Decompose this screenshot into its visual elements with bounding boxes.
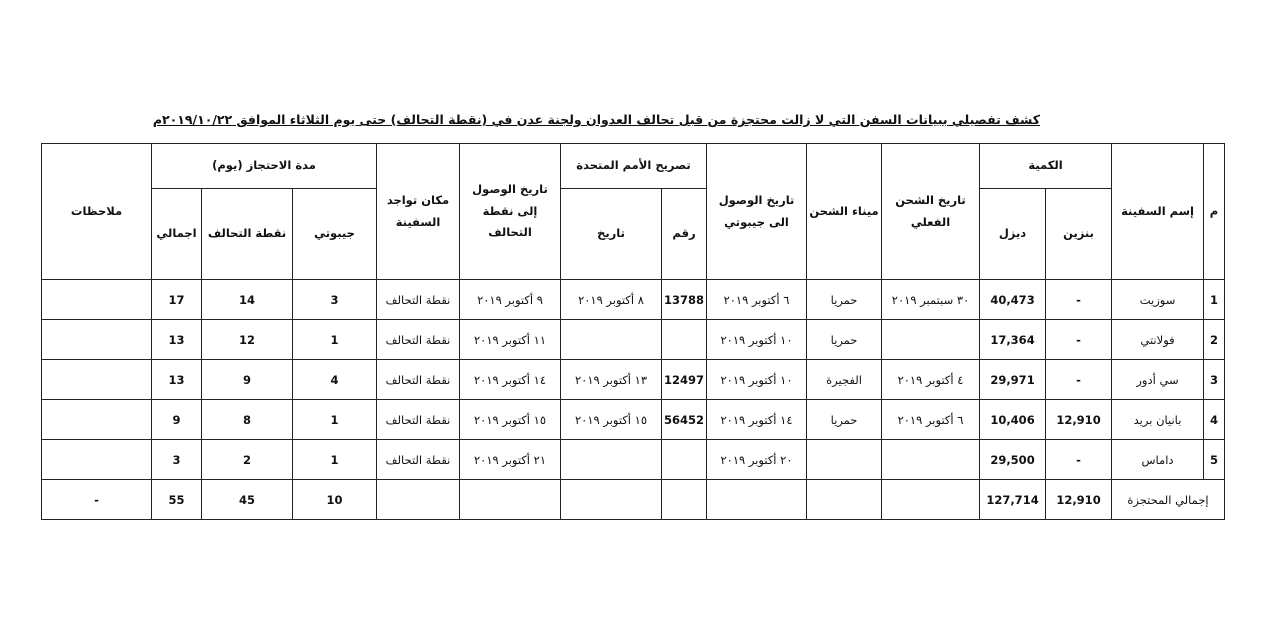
header-ship-location: مكان تواجد السفينة (377, 144, 460, 280)
header-ship-name: إسم السفينة (1112, 144, 1204, 280)
cell-location: نقطة التحالف (377, 280, 460, 320)
cell-arrival-coalition: ٢١ أكتوبر ٢٠١٩ (460, 440, 561, 480)
cell-un-number: 56452 (662, 400, 707, 440)
cell-arrival-djibouti: ١٠ أكتوبر ٢٠١٩ (707, 360, 807, 400)
header-notes: ملاحظات (42, 144, 152, 280)
header-days-coalition: نقطة التحالف (202, 189, 293, 280)
cell-days-coalition: 14 (202, 280, 293, 320)
cell-ship: سوزيت (1112, 280, 1204, 320)
document-title: كشف تفصيلي ببيانات السفن التي لا زالت محتجزة من قبل تحالف العدوان ولجنة عدن في (نقطة التحالف) حتى يوم الثلاثاء الموافق ٢٠١٩/١٠/٢٢م (152, 112, 1040, 127)
cell-no: 3 (1204, 360, 1225, 400)
cell-loading-date (882, 320, 980, 360)
table-row (42, 320, 1225, 360)
cell-days-total: 17 (152, 280, 202, 320)
cell-notes (42, 320, 152, 360)
header-quantity: الكمية (980, 144, 1112, 189)
cell-diesel: 29,500 (980, 440, 1046, 480)
cell-diesel: 29,971 (980, 360, 1046, 400)
total-empty-cell (882, 480, 980, 520)
cell-days-djibouti: 1 (293, 440, 377, 480)
cell-un-date: ١٣ أكتوبر ٢٠١٩ (561, 360, 662, 400)
header-days-djibouti: جيبوتي (293, 189, 377, 280)
cell-loading-date: ٦ أكتوبر ٢٠١٩ (882, 400, 980, 440)
cell-days-coalition: 12 (202, 320, 293, 360)
cell-arrival-djibouti: ١٤ أكتوبر ٢٠١٩ (707, 400, 807, 440)
cell-petrol: - (1046, 360, 1112, 400)
cell-days-total: 9 (152, 400, 202, 440)
cell-arrival-coalition: ١٤ أكتوبر ٢٠١٩ (460, 360, 561, 400)
cell-port: حمريا (807, 280, 882, 320)
cell-loading-date (882, 440, 980, 480)
cell-un-number: 12497 (662, 360, 707, 400)
cell-no: 2 (1204, 320, 1225, 360)
cell-diesel: 17,364 (980, 320, 1046, 360)
cell-un-date (561, 320, 662, 360)
total-label: إجمالي المحتجزة (1112, 480, 1225, 520)
cell-days-total: 13 (152, 320, 202, 360)
cell-ship: بانيان بريد (1112, 400, 1204, 440)
cell-arrival-djibouti: ٢٠ أكتوبر ٢٠١٩ (707, 440, 807, 480)
cell-notes (42, 360, 152, 400)
cell-port: حمريا (807, 400, 882, 440)
total-notes: - (42, 480, 152, 520)
total-empty-cell (807, 480, 882, 520)
header-actual-loading-date: تاريخ الشحن الفعلي (882, 144, 980, 280)
cell-location: نقطة التحالف (377, 320, 460, 360)
total-row (42, 480, 1225, 520)
cell-un-number (662, 440, 707, 480)
cell-un-date (561, 440, 662, 480)
cell-arrival-coalition: ١١ أكتوبر ٢٠١٩ (460, 320, 561, 360)
header-detention-period: مدة الاحتجاز (يوم) (152, 144, 377, 189)
cell-days-djibouti: 4 (293, 360, 377, 400)
cell-location: نقطة التحالف (377, 400, 460, 440)
header-un-clearance: تصريح الأمم المتحدة (561, 144, 707, 189)
header-days-total: اجمالي (152, 189, 202, 280)
header-diesel: ديزل (980, 189, 1046, 280)
cell-ship: فولانتي (1112, 320, 1204, 360)
total-empty-cell (662, 480, 707, 520)
cell-location: نقطة التحالف (377, 440, 460, 480)
cell-arrival-djibouti: ١٠ أكتوبر ٢٠١٩ (707, 320, 807, 360)
cell-no: 5 (1204, 440, 1225, 480)
total-petrol: 12,910 (1046, 480, 1112, 520)
cell-days-coalition: 9 (202, 360, 293, 400)
detained-ships-table (41, 143, 1225, 520)
cell-un-date: ٨ أكتوبر ٢٠١٩ (561, 280, 662, 320)
cell-arrival-coalition: ٩ أكتوبر ٢٠١٩ (460, 280, 561, 320)
header-un-date: تاريخ (561, 189, 662, 280)
header-loading-port: ميناء الشحن (807, 144, 882, 280)
cell-location: نقطة التحالف (377, 360, 460, 400)
cell-diesel: 40,473 (980, 280, 1046, 320)
total-empty-cell (561, 480, 662, 520)
cell-loading-date: ٣٠ سبتمبر ٢٠١٩ (882, 280, 980, 320)
header-no: م (1204, 144, 1225, 280)
table-row (42, 440, 1225, 480)
cell-days-total: 3 (152, 440, 202, 480)
cell-petrol: 12,910 (1046, 400, 1112, 440)
cell-notes (42, 280, 152, 320)
header-petrol: بنزين (1046, 189, 1112, 280)
cell-days-coalition: 2 (202, 440, 293, 480)
total-days-coalition: 45 (202, 480, 293, 520)
cell-diesel: 10,406 (980, 400, 1046, 440)
header-row (42, 144, 1225, 189)
cell-days-djibouti: 1 (293, 320, 377, 360)
header-arrival-coalition: تاريخ الوصول إلى نقطة التحالف (460, 144, 561, 280)
total-days-total: 55 (152, 480, 202, 520)
table-row (42, 400, 1225, 440)
cell-days-djibouti: 3 (293, 280, 377, 320)
cell-loading-date: ٤ أكتوبر ٢٠١٩ (882, 360, 980, 400)
cell-no: 4 (1204, 400, 1225, 440)
cell-un-date: ١٥ أكتوبر ٢٠١٩ (561, 400, 662, 440)
cell-notes (42, 400, 152, 440)
total-empty-cell (377, 480, 460, 520)
cell-port: حمريا (807, 320, 882, 360)
cell-notes (42, 440, 152, 480)
table-row (42, 360, 1225, 400)
total-empty-cell (707, 480, 807, 520)
cell-ship: سي أدور (1112, 360, 1204, 400)
cell-arrival-coalition: ١٥ أكتوبر ٢٠١٩ (460, 400, 561, 440)
cell-days-total: 13 (152, 360, 202, 400)
cell-ship: داماس (1112, 440, 1204, 480)
cell-arrival-djibouti: ٦ أكتوبر ٢٠١٩ (707, 280, 807, 320)
total-diesel: 127,714 (980, 480, 1046, 520)
cell-un-number: 13788 (662, 280, 707, 320)
cell-un-number (662, 320, 707, 360)
header-un-number: رقم (662, 189, 707, 280)
cell-port: الفجيرة (807, 360, 882, 400)
table-row (42, 280, 1225, 320)
cell-petrol: - (1046, 320, 1112, 360)
cell-days-coalition: 8 (202, 400, 293, 440)
total-days-djibouti: 10 (293, 480, 377, 520)
cell-port (807, 440, 882, 480)
cell-petrol: - (1046, 440, 1112, 480)
cell-petrol: - (1046, 280, 1112, 320)
total-empty-cell (460, 480, 561, 520)
cell-no: 1 (1204, 280, 1225, 320)
header-arrival-djibouti: تاريخ الوصول الى جيبوتي (707, 144, 807, 280)
cell-days-djibouti: 1 (293, 400, 377, 440)
